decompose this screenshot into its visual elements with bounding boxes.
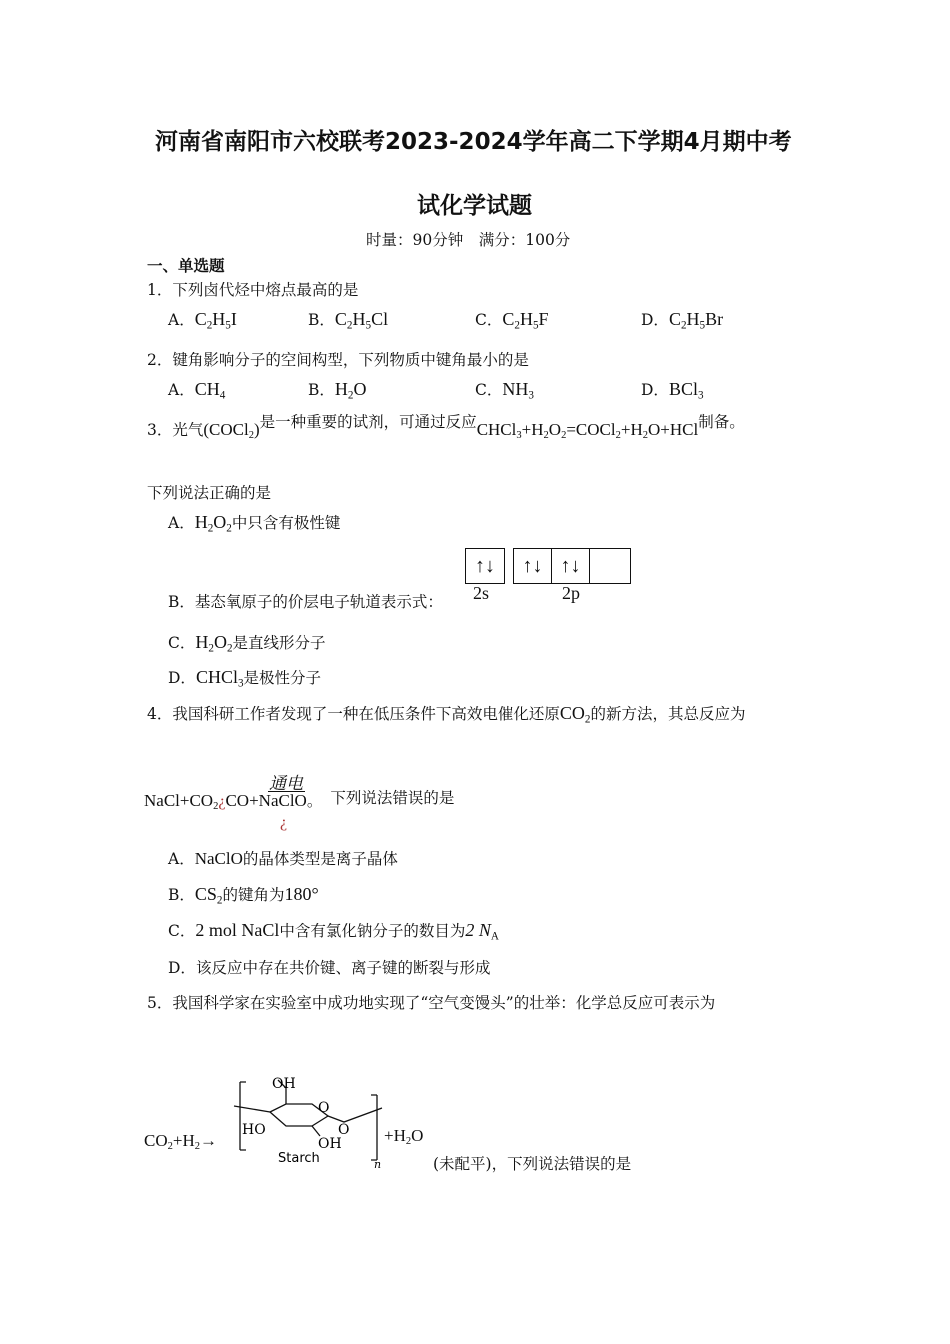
question-2-stem: 2．键角影响分子的空间构型，下列物质中键角最小的是: [147, 351, 529, 369]
ho-left-label: HO: [242, 1122, 266, 1138]
q3-option-d[interactable]: D．CHCl$_3$是极性分子: [168, 667, 322, 690]
page-title: 河南省南阳市六校联考2023-2024学年高二下学期4月期中考: [155, 129, 792, 155]
orbital-2s-box: [465, 548, 505, 584]
q4-option-a[interactable]: A．NaClO的晶体类型是离子晶体: [168, 849, 398, 868]
option-b[interactable]: B．$C_2H_5Cl$: [308, 309, 389, 332]
orbital-2s-arrows: ↑↓: [475, 555, 495, 577]
oh-bottom-label: OH: [318, 1136, 342, 1152]
orbital-2p-cell-3: [590, 549, 627, 583]
question-5-equation-right: $+H_2O$: [384, 1126, 424, 1148]
page-title-line2: 试化学试题: [417, 193, 532, 219]
option-c[interactable]: C．$C_2H_5F$: [475, 309, 549, 332]
option-a[interactable]: A．$CH_4$: [168, 379, 226, 402]
question-3-stem-2: 下列说法正确的是: [147, 484, 272, 502]
q4-option-c[interactable]: C．2 mol NaCl中含有氯化钠分子的数目为2 $N_A$: [168, 920, 499, 943]
starch-structure: [232, 1070, 392, 1170]
option-a[interactable]: A．$C_2H_5I$: [168, 309, 237, 332]
repeat-n: n: [374, 1158, 382, 1170]
question-4-stem: 4．我国科研工作者发现了一种在低压条件下高效电催化还原$CO_2$的新方法，其总反应为: [147, 703, 746, 726]
starch-label: Starch: [278, 1151, 320, 1166]
orbital-2p-box: [513, 548, 631, 584]
question-5-tail: (未配平)，下列说法错误的是: [433, 1155, 632, 1173]
ring-oxygen-label: O: [318, 1100, 330, 1116]
question-4-equation: $NaCl+CO_2¿CO+NaClO$。 下列说法错误的是: [144, 789, 455, 813]
q4-option-b[interactable]: B．$CS_2$的键角为180°: [168, 884, 319, 907]
q4-option-d[interactable]: D．该反应中存在共价键、离子键的断裂与形成: [168, 959, 491, 977]
orbital-2p-cell-1: ↑↓: [514, 549, 552, 583]
q3-option-b[interactable]: B．基态氧原子的价层电子轨道表示式：: [168, 593, 443, 611]
question-1-stem: 1．下列卤代烃中熔点最高的是: [147, 281, 359, 299]
option-c[interactable]: C．$NH_3$: [475, 379, 534, 402]
orbital-2s-label: 2s: [473, 583, 490, 603]
option-b[interactable]: B．$H_2O$: [308, 379, 367, 402]
bracket-right: [371, 1095, 377, 1160]
question-3-stem: 3．光气(COCl$_2$)是一种重要的试剂，可通过反应$CHCl_3+H_2O_2=COCl_2+H_2O+HCl$制备。: [147, 413, 745, 442]
q3-option-a[interactable]: A．$H_2O_2$中只含有极性键: [168, 512, 341, 535]
reaction-condition: 通电: [269, 774, 303, 793]
exam-meta: 时量：90分钟 满分：100分: [366, 231, 571, 249]
question-5-stem: 5．我国科学家在实验室中成功地实现了“空气变馒头”的壮举：化学总反应可表示为: [147, 994, 716, 1012]
link-oxygen-label: O: [338, 1122, 350, 1138]
option-d[interactable]: D．$C_2H_5Br$: [641, 309, 724, 332]
q3-option-c[interactable]: C．$H_2O_2$是直线形分子: [168, 632, 326, 655]
question-5-equation-left: $CO_2+H_2\to$: [144, 1131, 218, 1153]
section-heading: 一、单选题: [147, 256, 225, 275]
orbital-2p-cell-2: ↑↓: [552, 549, 590, 583]
oh-top-label: OH: [272, 1076, 296, 1092]
equation-glitch-below: ¿: [280, 814, 288, 831]
oh-bond: [312, 1126, 320, 1136]
option-d[interactable]: D．BCl$_3$: [641, 379, 704, 402]
glycosidic-bond: [328, 1108, 382, 1122]
orbital-2p-label: 2p: [562, 583, 580, 603]
